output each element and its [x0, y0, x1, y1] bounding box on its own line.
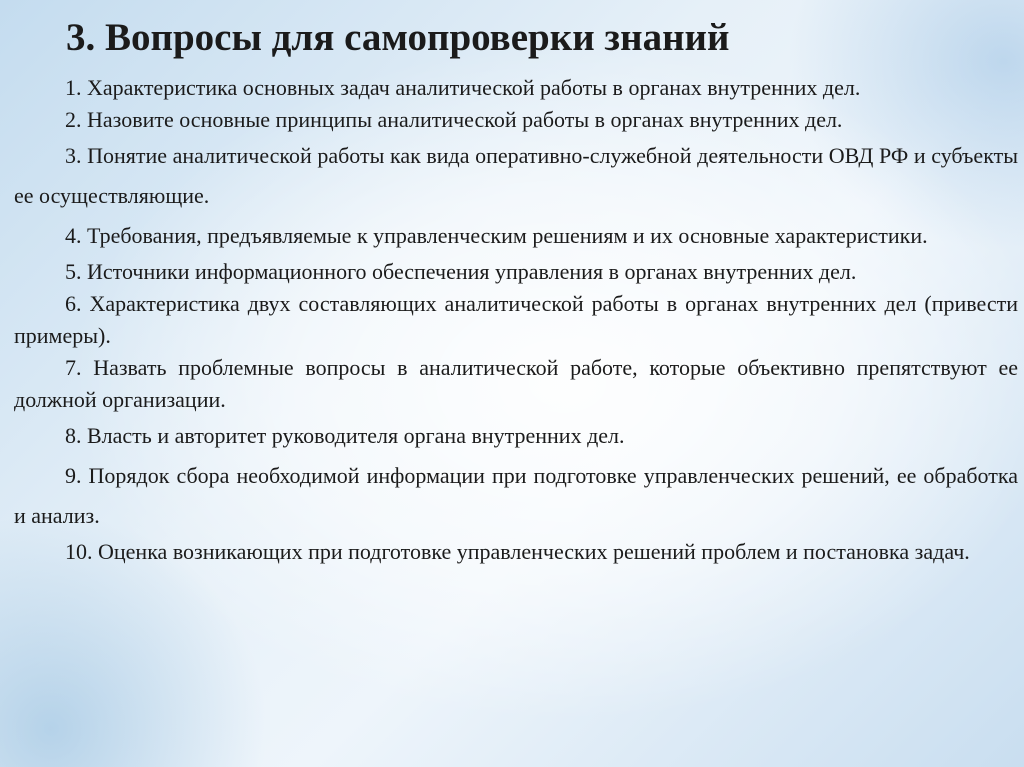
questions-list: [14, 72, 1018, 568]
question-item-2: 2. Назовите основные принципы аналитической работы в органах внутренних дел.: [65, 107, 843, 132]
question-item-10: 10. Оценка возникающих при подготовке управленческих решений проблем и постановка задач.: [65, 539, 970, 564]
question-item-3: 3. Понятие аналитической работы как вида оперативно-служебной деятельности ОВД РФ и субъекты ее осуществляющие.: [14, 143, 1018, 208]
question-item-8: 8. Власть и авторитет руководителя органа внутренних дел.: [65, 423, 625, 448]
slide-title: 3. Вопросы для самопроверки знаний: [66, 16, 730, 59]
question-item-4: 4. Требования, предъявляемые к управленческим решениям и их основные характеристики.: [65, 223, 928, 248]
question-item-9: 9. Порядок сбора необходимой информации при подготовке управленческих решений, ее обработка и анализ.: [14, 463, 1018, 528]
question-item-1: 1. Характеристика основных задач аналитической работы в органах внутренних дел.: [65, 75, 861, 100]
question-item-5: 5. Источники информационного обеспечения управления в органах внутренних дел.: [65, 259, 857, 284]
question-item-6: 6. Характеристика двух составляющих аналитической работы в органах внутренних дел (привести примеры).: [14, 291, 1018, 348]
question-item-7: 7. Назвать проблемные вопросы в аналитической работе, которые объективно препятствуют ее должной организации.: [14, 355, 1018, 412]
